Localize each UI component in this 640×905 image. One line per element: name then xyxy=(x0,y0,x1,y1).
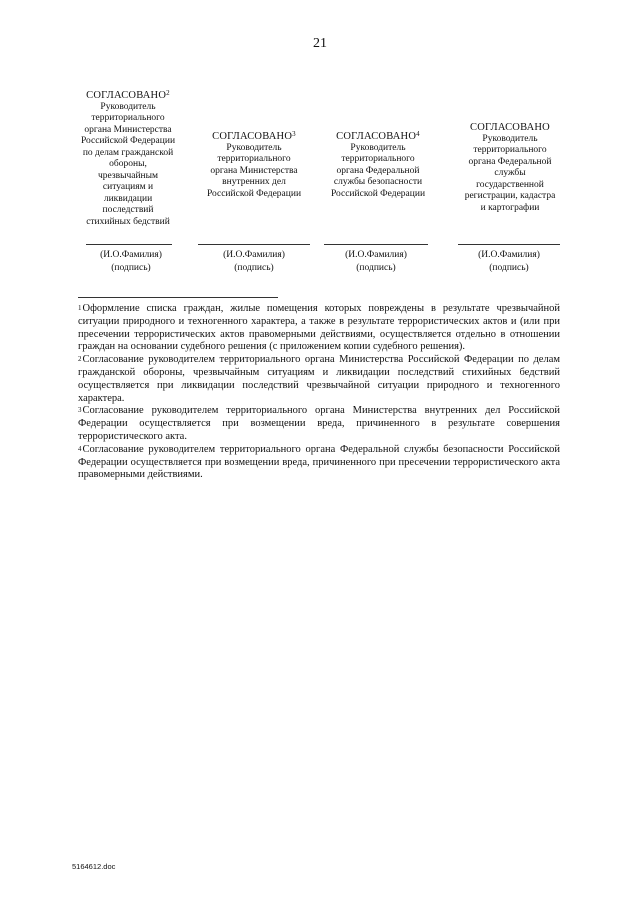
approval-line: территориального xyxy=(341,154,415,164)
approval-block-emergency xyxy=(72,90,184,228)
approval-line: Руководитель xyxy=(482,133,538,144)
name-placeholder: (И.О.Фамилия) xyxy=(100,250,162,260)
approval-block-registration xyxy=(454,122,566,214)
signature-line xyxy=(324,244,428,245)
signature-line xyxy=(198,244,310,245)
footnote-text: Согласование руководителем территориального органа Министерства внутренних дел Российской Федерации осуществляется при возмещении вреда, причиненного в результате совершения террористического акта. xyxy=(78,405,560,442)
approval-heading: СОГЛАСОВАНО$^2$ xyxy=(86,89,170,101)
approval-line: территориального xyxy=(473,145,547,155)
document-code: 5164612.doc xyxy=(72,862,116,871)
approval-line: Руководитель xyxy=(226,142,282,153)
approval-line: Российской Федерации xyxy=(206,188,302,199)
name-placeholder: (И.О.Фамилия) xyxy=(223,250,285,260)
signature-line xyxy=(458,244,560,245)
approval-line: службы xyxy=(494,168,526,178)
approval-line: территориального xyxy=(91,113,165,123)
approval-line: государственной xyxy=(476,179,544,190)
footnote-separator xyxy=(78,297,278,298)
approval-line: регистрации, кадастра xyxy=(464,191,556,201)
sign-placeholder: (подпись) xyxy=(111,262,151,273)
approval-block-security xyxy=(322,131,434,200)
approval-line: Российской Федерации xyxy=(80,136,176,146)
footnote-text: Согласование руководителем территориального органа Федеральной службы безопасности Российской Федерации осуществляется при возмещении вреда, причиненного при пресечении террористического акта правомерными действиями. xyxy=(78,443,560,481)
approval-line: стихийных бедствий xyxy=(86,216,170,227)
approval-line: обороны, xyxy=(109,159,147,169)
footnote xyxy=(78,354,560,405)
footnote-mark: 3 xyxy=(78,406,82,415)
approval-line: по делам гражданской xyxy=(82,147,174,158)
approval-line: территориального xyxy=(217,154,291,164)
name-placeholder: (И.О.Фамилия) xyxy=(478,250,540,260)
footnote xyxy=(78,303,560,354)
signature-line xyxy=(86,244,172,245)
approval-line: последствий xyxy=(102,205,154,215)
sign-placeholder: (подпись) xyxy=(356,262,396,273)
footnote-mark: 1 xyxy=(78,304,82,312)
footnote-mark: 2 xyxy=(78,355,82,364)
footnote-ref: 2 xyxy=(166,89,170,97)
footnote xyxy=(78,405,560,443)
approval-line: и картографии xyxy=(480,202,540,213)
approval-line: чрезвычайным xyxy=(97,170,159,181)
signature-caption xyxy=(198,249,310,274)
approval-line: органа Министерства xyxy=(84,124,172,135)
approval-heading: СОГЛАСОВАНО$^4$ xyxy=(336,130,420,142)
sign-placeholder: (подпись) xyxy=(234,262,274,273)
signature-caption xyxy=(454,249,564,274)
approval-line: внутренних дел xyxy=(222,177,286,187)
approval-line: Российской Федерации xyxy=(330,188,426,199)
footnote-ref: 4 xyxy=(416,130,420,138)
approval-line: органа Федеральной xyxy=(468,156,552,167)
approval-line: Руководитель xyxy=(350,142,406,153)
approval-line: органа Федеральной xyxy=(336,165,420,176)
page-number: 21 xyxy=(313,36,327,51)
footnote-mark: 4 xyxy=(78,444,82,453)
signature-caption xyxy=(320,249,432,274)
footnotes xyxy=(78,303,560,482)
approval-line: Руководитель xyxy=(100,101,156,112)
approval-heading: СОГЛАСОВАНО xyxy=(470,122,550,133)
approval-line: ликвидации xyxy=(103,193,153,204)
footnote xyxy=(78,444,560,482)
name-placeholder: (И.О.Фамилия) xyxy=(345,250,407,260)
approval-heading: СОГЛАСОВАНО$^3$ xyxy=(212,130,296,142)
approval-line: службы безопасности xyxy=(333,177,423,187)
approval-blocks xyxy=(70,78,570,228)
footnote-ref: 3 xyxy=(292,130,296,138)
approval-line: органа Министерства xyxy=(210,165,298,176)
approval-block-interior xyxy=(198,131,310,200)
footnote-text: Оформление списка граждан, жилые помещения которых повреждены в результате чрезвычайной ситуации природного и техногенного характера, а также в результате террористических актов и (или при пресечении террористических актов правомерными действиями, осуществляется отдельно в отношении граждан на основании судебного решения (с приложением копии судебного решения). xyxy=(78,303,560,353)
sign-placeholder: (подпись) xyxy=(489,262,529,273)
approval-line: ситуациям и xyxy=(102,182,154,192)
signature-caption xyxy=(76,249,186,274)
footnote-text: Согласование руководителем территориального органа Министерства Российской Федерации по делам гражданской обороны, чрезвычайным ситуациям и ликвидации последствий стихийных бедствий осуществляется при ликвидации последствий чрезвычайной ситуации природного и техногенного характера. xyxy=(78,354,560,404)
